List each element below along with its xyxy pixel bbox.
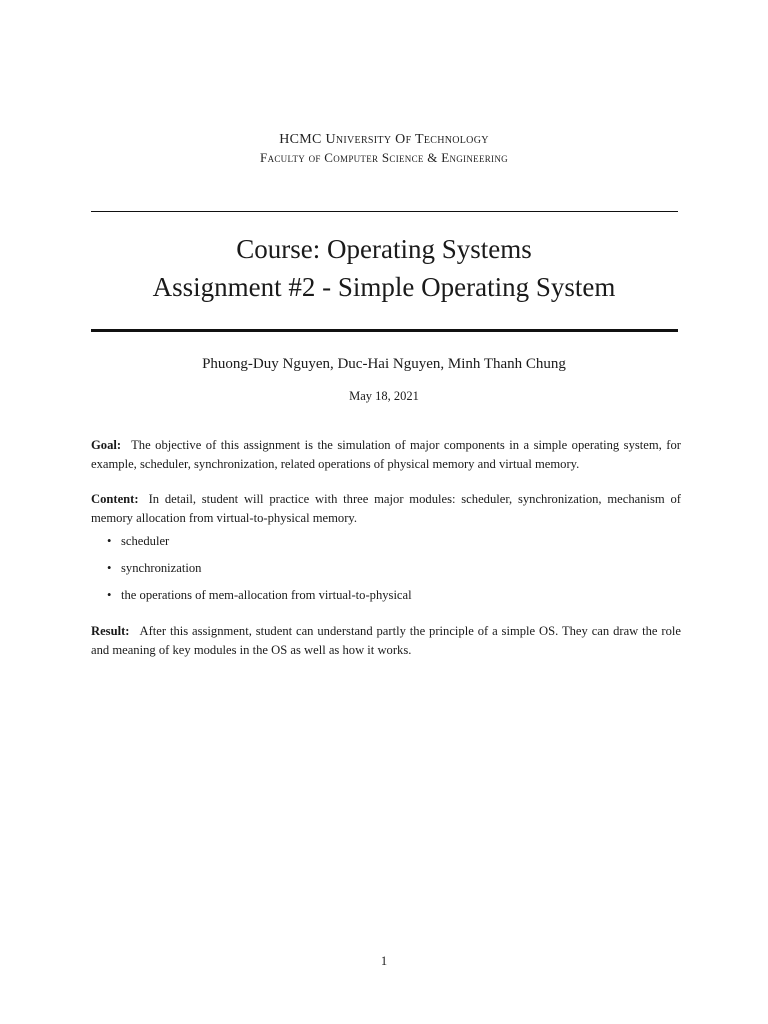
title-bottom-rule bbox=[91, 329, 678, 332]
list-item bbox=[107, 588, 412, 603]
page-number: 1 bbox=[380, 954, 388, 968]
list-item-text: scheduler bbox=[121, 534, 170, 548]
title-top-rule bbox=[91, 211, 678, 212]
bullet-icon: • bbox=[107, 561, 112, 575]
institution-name: HCMC University Of Technology bbox=[279, 132, 489, 147]
goal-label: Goal: bbox=[91, 438, 122, 452]
document-date: May 18, 2021 bbox=[349, 389, 419, 403]
authors: Phuong-Duy Nguyen, Duc-Hai Nguyen, Minh Thanh Chung bbox=[202, 356, 566, 372]
bullet-icon: • bbox=[107, 534, 112, 548]
goal-text: The objective of this assignment is the simulation of major components in a simple operating system, for example, scheduler, synchronization, related operations of physical memory and virtual memory. bbox=[91, 438, 681, 471]
goal-paragraph bbox=[91, 436, 681, 474]
result-text: After this assignment, student can understand partly the principle of a simple OS. They can draw the role and meaning of key modules in the OS as well as how it works. bbox=[91, 624, 681, 657]
course-title: Course: Operating Systems bbox=[236, 234, 532, 264]
content-paragraph bbox=[91, 490, 681, 528]
result-paragraph bbox=[91, 622, 681, 660]
list-item bbox=[107, 534, 169, 549]
faculty-name: Faculty of Computer Science & Engineering bbox=[260, 150, 508, 165]
list-item-text: the operations of mem-allocation from virtual-to-physical bbox=[121, 588, 412, 602]
list-item bbox=[107, 561, 201, 576]
content-text: In detail, student will practice with three major modules: scheduler, synchronization, mechanism of memory allocation from virtual-to-physical memory. bbox=[91, 492, 681, 525]
result-label: Result: bbox=[91, 624, 130, 638]
content-label: Content: bbox=[91, 492, 139, 506]
list-item-text: synchronization bbox=[121, 561, 202, 575]
bullet-icon: • bbox=[107, 588, 112, 602]
assignment-title: Assignment #2 - Simple Operating System bbox=[152, 272, 616, 302]
